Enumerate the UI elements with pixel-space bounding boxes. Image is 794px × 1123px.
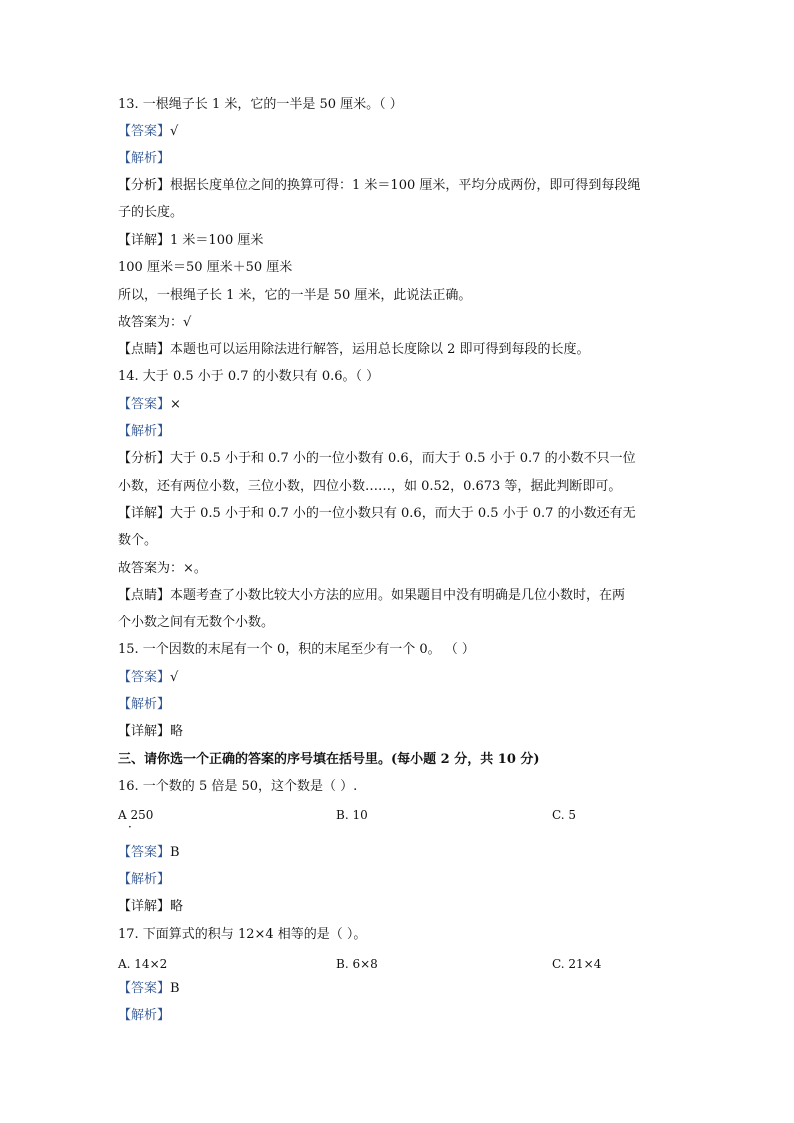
- q16-option-c: C. 5: [552, 808, 577, 822]
- remark-text: 【点睛】本题考查了小数比较大小方法的应用。如果题目中没有明确是几位小数时，在两: [118, 588, 626, 603]
- q16-option-a: A 250: [118, 808, 154, 822]
- detail-text-cont: 数个。: [118, 533, 158, 548]
- analysis-heading: 【解析】: [118, 872, 171, 887]
- question-17: 17. 下面算式的积与 12×4 相等的是（ ）。: [118, 927, 367, 942]
- q17-option-b: B. 6×8: [336, 957, 378, 971]
- analysis-text: 【分析】大于 0.5 小于和 0.7 小的一位小数有 0.6，而大于 0.5 小于 0.7 的小数不只一位: [118, 451, 636, 466]
- analysis-text-cont: 子的长度。: [118, 205, 184, 220]
- stray-dot: ·: [128, 820, 132, 834]
- q17-option-c: C. 21×4: [552, 957, 602, 971]
- analysis-heading: 【解析】: [118, 1008, 171, 1023]
- final-answer: 故答案为：×。: [118, 561, 207, 576]
- q17-option-a: A. 14×2: [118, 957, 168, 971]
- question-16: 16. 一个数的 5 倍是 50，这个数是（ ）.: [118, 779, 358, 794]
- detail-text: 【详解】大于 0.5 小于和 0.7 小的一位小数只有 0.6，而大于 0.5 小于 0.7 的小数还有无: [118, 506, 636, 521]
- analysis-text: 【分析】根据长度单位之间的换算可得：1 米＝100 厘米，平均分成两份，即可得到每段绳: [118, 178, 641, 193]
- final-answer: 故答案为：√: [118, 315, 192, 330]
- question-13: 13. 一根绳子长 1 米，它的一半是 50 厘米。（ ）: [118, 97, 403, 112]
- analysis-heading: 【解析】: [118, 151, 171, 166]
- detail-text: 【详解】1 米＝100 厘米: [118, 233, 264, 248]
- remark-text: 【点睛】本题也可以运用除法进行解答，运用总长度除以 2 即可得到每段的长度。: [118, 342, 590, 357]
- section-three-heading: 三、请你选一个正确的答案的序号填在括号里。(每小题 2 分，共 10 分): [118, 752, 540, 767]
- detail-conclusion: 所以，一根绳子长 1 米，它的一半是 50 厘米，此说法正确。: [118, 288, 472, 303]
- q16-option-b: B. 10: [336, 808, 368, 822]
- detail-text: 【详解】略: [118, 724, 184, 739]
- answer-14: 【答案】×: [118, 397, 181, 412]
- analysis-text-cont: 小数，还有两位小数，三位小数，四位小数……，如 0.52，0.673 等，据此判断即可。: [118, 479, 622, 494]
- answer-17: 【答案】B: [118, 981, 180, 996]
- detail-text-cont: 100 厘米＝50 厘米＋50 厘米: [118, 260, 293, 275]
- remark-text-cont: 个小数之间有无数个小数。: [118, 615, 275, 630]
- question-15: 15. 一个因数的末尾有一个 0，积的末尾至少有一个 0。 （ ）: [118, 642, 475, 657]
- detail-text: 【详解】略: [118, 899, 184, 914]
- analysis-heading: 【解析】: [118, 697, 171, 712]
- analysis-heading: 【解析】: [118, 424, 171, 439]
- answer-15: 【答案】√: [118, 670, 179, 685]
- answer-13: 【答案】√: [118, 124, 179, 139]
- answer-16: 【答案】B: [118, 845, 180, 860]
- question-14: 14. 大于 0.5 小于 0.7 的小数只有 0.6。（ ）: [118, 369, 380, 384]
